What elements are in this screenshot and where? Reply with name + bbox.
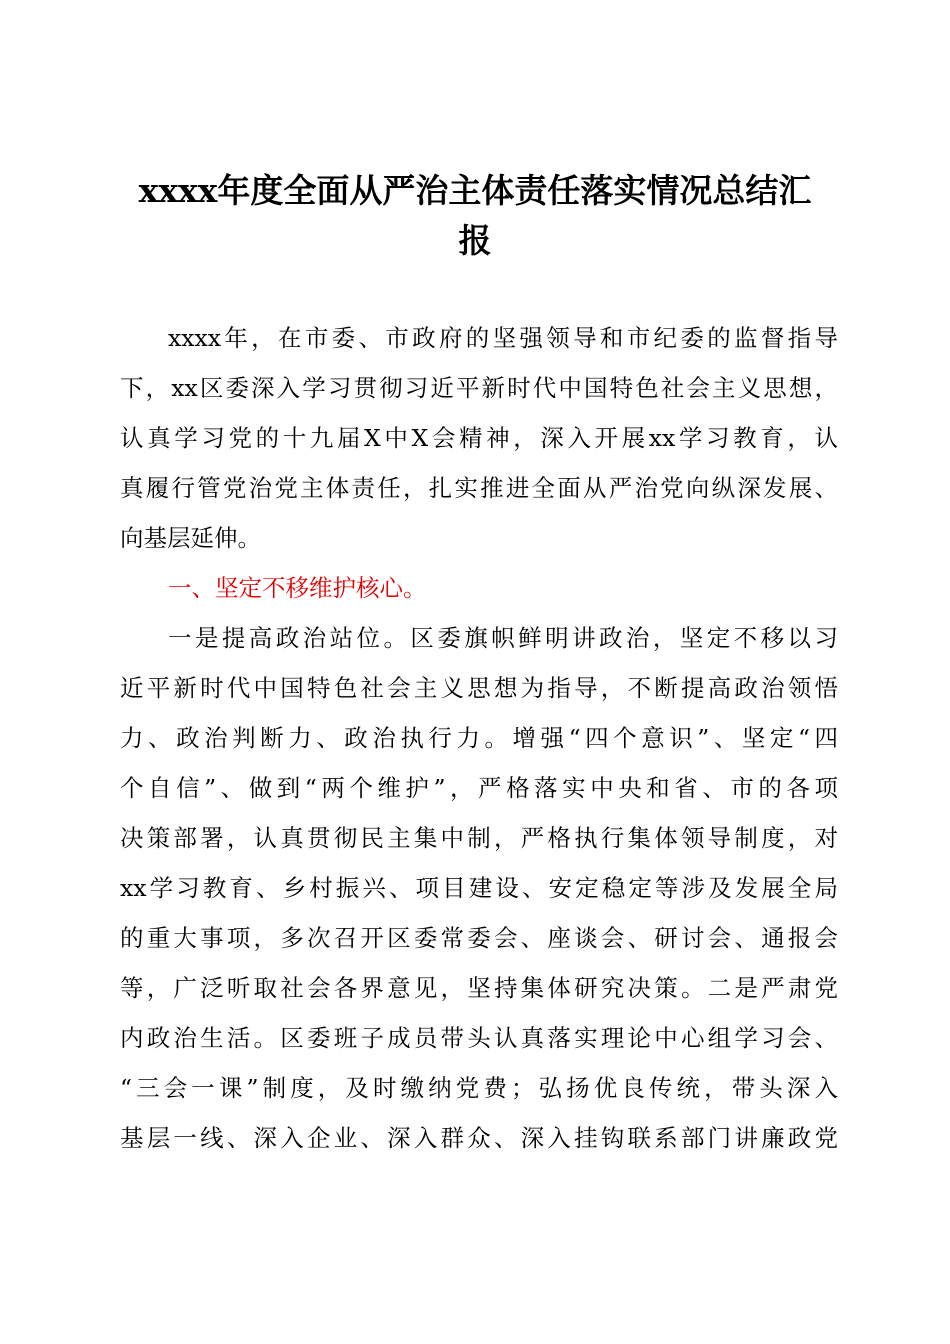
section-1-line: 等，广泛听取社会各界意见，坚持集体研究决策。二是严肃党: [120, 974, 838, 1002]
section-1-line: xx学习教育、乡村振兴、项目建设、安定稳定等涉及发展全局: [120, 874, 838, 902]
intro-line: 下，xx区委深入学习贯彻习近平新时代中国特色社会主义思想，: [120, 374, 838, 402]
section-1-line: 内政治生活。区委班子成员带头认真落实理论中心组学习会、: [120, 1024, 838, 1052]
section-1-line: 决策部署，认真贯彻民主集中制，严格执行集体领导制度，对: [120, 824, 838, 852]
intro-line: xxxx年，在市委、市政府的坚强领导和市纪委的监督指导: [168, 324, 838, 352]
section-1-line: 近平新时代中国特色社会主义思想为指导，不断提高政治领悟: [120, 674, 838, 702]
section-1-line: 力、政治判断力、政治执行力。增强“四个意识”、坚定“四: [120, 724, 838, 752]
intro-line: 真履行管党治党主体责任，扎实推进全面从严治党向纵深发展、: [120, 474, 838, 502]
intro-line: 向基层延伸。: [120, 524, 261, 552]
title-line-1: xxxx年度全面从严治主体责任落实情况总结汇: [138, 171, 812, 210]
intro-line: 认真学习党的十九届X中X会精神，深入开展xx学习教育，认: [120, 424, 838, 452]
section-1-line: “三会一课”制度，及时缴纳党费；弘扬优良传统，带头深入: [120, 1074, 838, 1102]
section-1-line: 一是提高政治站位。区委旗帜鲜明讲政治，坚定不移以习: [168, 624, 838, 652]
section-1-paragraph: [120, 613, 838, 1163]
document-title: [110, 166, 840, 266]
section-1-line: 的重大事项，多次召开区委常委会、座谈会、研讨会、通报会: [120, 924, 838, 952]
section-heading-wrapper: [120, 563, 838, 613]
title-line-2: 报: [458, 221, 492, 260]
section-1-line: 个自信”、做到“两个维护”，严格落实中央和省、市的各项: [120, 774, 838, 802]
intro-paragraph: [120, 313, 838, 563]
section-heading: 一、坚定不移维护核心。: [168, 574, 427, 602]
section-1-line: 基层一线、深入企业、深入群众、深入挂钩联系部门讲廉政党: [120, 1124, 838, 1152]
